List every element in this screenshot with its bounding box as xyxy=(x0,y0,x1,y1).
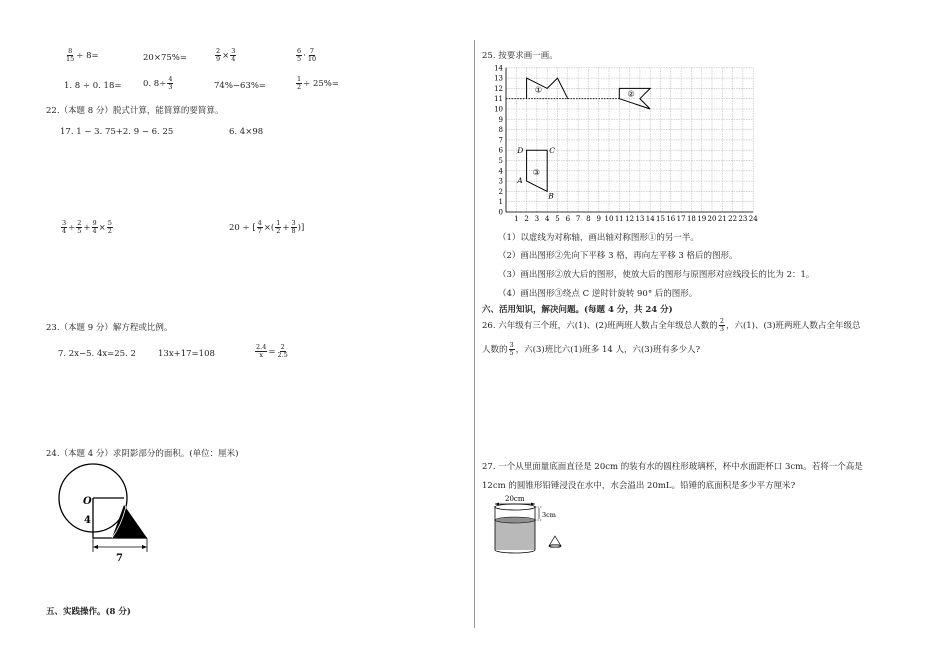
point-a-label: A xyxy=(517,176,523,186)
x-tick-label: 6 xyxy=(565,215,571,223)
calc-1-4: $\frac{6}{5}$ · $\frac{7}{10}$ xyxy=(297,47,317,63)
q25-grid-figure xyxy=(488,62,766,230)
x-tick-label: 11 xyxy=(614,215,624,223)
q24-figure xyxy=(52,462,162,566)
x-tick-label: 22 xyxy=(728,215,738,223)
calc-2-3: 74%−63%= xyxy=(214,81,267,91)
q22-expr-3: $\frac{3}{4}$ ÷ $\frac{2}{5}$ + $\frac{9}{4}$ × $\frac{5}{2}$ xyxy=(62,219,112,235)
arrow-right-icon xyxy=(142,545,147,549)
point-b-label: B xyxy=(548,191,554,201)
cup-bottom xyxy=(495,550,535,553)
calc-1-1: $\frac{8}{15}$ ÷ 8= xyxy=(66,47,99,63)
arrow-left-icon xyxy=(93,545,98,549)
y-tick-label: 2 xyxy=(498,187,503,196)
x-tick-label: 19 xyxy=(697,215,707,223)
y-tick-label: 5 xyxy=(498,157,503,165)
label-4: 4 xyxy=(84,515,91,526)
x-tick-label: 17 xyxy=(676,215,686,223)
label-o: O xyxy=(83,496,92,507)
y-tick-label: 1 xyxy=(498,198,503,207)
q27-line-1: 27. 一个从里面量底面直径是 20cm 的装有水的圆柱形玻璃杯，杯中水面距杯口 3cm。若将一个高是 xyxy=(482,462,863,472)
label-20cm: 20cm xyxy=(505,495,525,503)
label-3cm: 3cm xyxy=(542,511,556,519)
x-tick-label: 12 xyxy=(625,215,635,223)
y-tick-label: 7 xyxy=(498,136,503,145)
calc-2-4: $\frac{1}{2}$ ÷ 25%= xyxy=(297,75,339,91)
q23-title: 23.（本题 9 分）解方程或比例。 xyxy=(46,323,173,333)
point-d-label: D xyxy=(517,146,524,156)
point-c-label: C xyxy=(549,146,555,156)
water-fill xyxy=(495,520,535,550)
y-tick-label: 8 xyxy=(498,126,503,135)
shape-1-label: ① xyxy=(534,85,543,95)
x-tick-label: 14 xyxy=(645,215,655,223)
q24-title: 24.（本题 4 分）求阴影部分的面积。(单位：厘米) xyxy=(46,449,239,459)
x-tick-label: 18 xyxy=(686,215,696,223)
cup-rim xyxy=(495,504,535,510)
x-tick-label: 5 xyxy=(555,215,560,223)
y-tick-label: 6 xyxy=(498,146,503,155)
x-tick-label: 23 xyxy=(738,215,748,223)
q23-expr-1: 7. 2x−5. 4x=25. 2 xyxy=(58,349,136,359)
section-5-title: 五、实践操作。(8 分) xyxy=(46,607,131,617)
q22-title: 22.（本题 8 分）脱式计算，能简算的要简算。 xyxy=(46,106,224,116)
q25-step-3: （3）画出图形②放大后的图形，使放大后的图形与原图形对应线段长的比为 2：1。 xyxy=(498,270,815,280)
q25-step-1: （1）以虚线为对称轴，画出轴对称图形①的另一半。 xyxy=(498,233,699,243)
q25-step-2: （2）画出图形②先向下平移 3 格，再向左平移 3 格后的图形。 xyxy=(498,251,738,261)
label-7: 7 xyxy=(116,553,123,564)
y-tick-label: 0 xyxy=(498,208,503,217)
y-tick-label: 4 xyxy=(498,167,503,176)
x-tick-label: 13 xyxy=(635,215,645,223)
y-tick-label: 12 xyxy=(494,84,503,93)
shape-2-label: ② xyxy=(627,89,635,99)
q22-expr-2: 6. 4×98 xyxy=(229,127,264,137)
x-axis-labels xyxy=(514,215,758,223)
x-tick-label: 15 xyxy=(656,215,665,223)
y-tick-label: 13 xyxy=(494,74,503,83)
y-tick-label: 10 xyxy=(494,105,503,114)
q23-expr-2: 13x+17=108 xyxy=(158,349,215,359)
q23-expr-3: $\frac{2.4}{x}$ = $\frac{2}{2.5}$ xyxy=(256,343,288,359)
y-tick-label: 3 xyxy=(498,177,503,186)
shape-3-label: ③ xyxy=(532,167,540,177)
y-tick-label: 11 xyxy=(494,95,503,104)
x-tick-label: 21 xyxy=(717,215,727,223)
section-6-title: 六、活用知识，解决问题。(每题 4 分，共 24 分) xyxy=(482,305,673,315)
calc-2-1: 1. 8 ÷ 0. 18= xyxy=(64,81,122,91)
x-tick-label: 24 xyxy=(748,215,758,223)
x-tick-label: 4 xyxy=(544,215,550,223)
q25-step-4: （4）画出图形③绕点 C 逆时针旋转 90° 后的图形。 xyxy=(498,289,698,299)
y-tick-label: 9 xyxy=(498,115,503,124)
x-tick-label: 1 xyxy=(514,215,519,223)
water-surface xyxy=(495,517,535,523)
x-tick-label: 2 xyxy=(524,215,529,223)
q22-expr-4: 20 ÷ [ $\frac{4}{7}$ ×( $\frac{1}{2}$ + $\frac{3}{8}$ )] xyxy=(229,219,305,235)
q26-line-2: 人数的 $\frac{3}{5}$ ，六(3)班比六(1)班多 14 人，六(3)班有多少人? xyxy=(482,341,701,357)
x-tick-label: 3 xyxy=(534,215,540,223)
calc-1-2: 20×75%= xyxy=(143,53,187,63)
y-axis-labels xyxy=(494,64,503,216)
x-tick-label: 9 xyxy=(596,215,601,223)
x-tick-label: 8 xyxy=(586,215,591,223)
q27-line-2: 12cm 的圆锥形铅锤浸没在水中，水会溢出 20mL。铅锤的底面积是多少平方厘米? xyxy=(482,481,796,491)
q26-line-1: 26. 六年级有三个班，六(1)、(2)班两班人数占全年级总人数的 $\frac{2}{3}$ ，六(1)、(3)班两班人数占全年级总 xyxy=(482,317,861,333)
q22-expr-1: 17. 1 − 3. 75+2. 9 − 6. 25 xyxy=(60,127,174,137)
calc-2-2: 0. 8÷ $\frac{4}{3}$ xyxy=(143,75,173,91)
q25-title: 25. 按要求画一画。 xyxy=(482,51,558,61)
y-tick-label: 14 xyxy=(494,64,503,73)
page-divider xyxy=(474,40,475,628)
x-tick-label: 10 xyxy=(604,215,614,223)
x-tick-label: 16 xyxy=(666,215,676,223)
x-tick-label: 7 xyxy=(575,215,581,223)
x-tick-label: 20 xyxy=(707,215,717,223)
calc-1-3: $\frac{2}{9}$ × $\frac{3}{4}$ xyxy=(216,47,236,63)
q27-figure xyxy=(490,492,580,558)
